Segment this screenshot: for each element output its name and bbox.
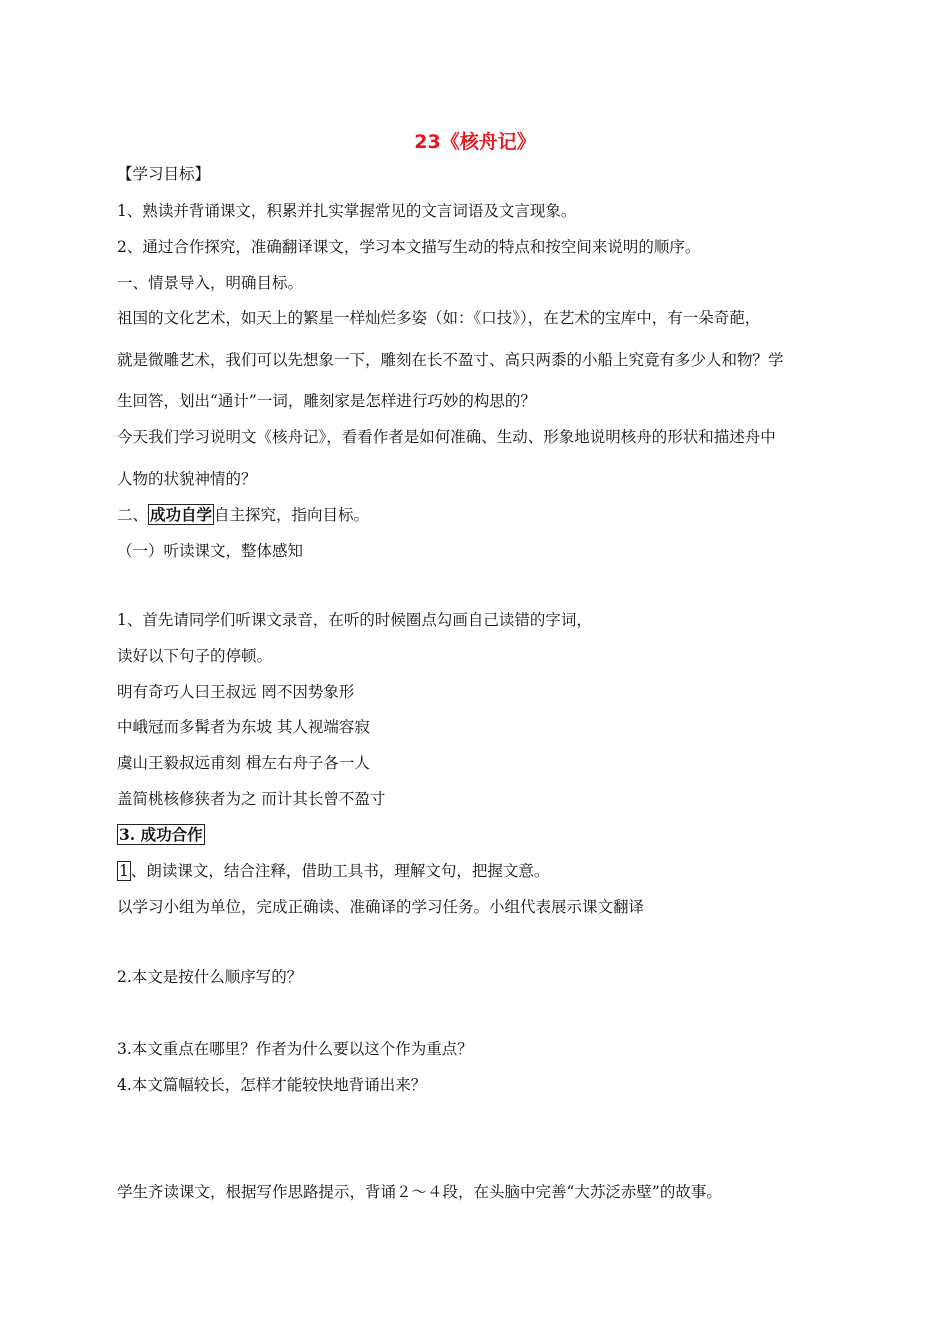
coop-task1-number: 1 [119, 862, 129, 880]
section1-heading: 一、情景导入，明确目标。 [117, 274, 304, 292]
coop-task1-line-1 [117, 861, 549, 881]
task1-line-2: 读好以下句子的停顿。 [117, 647, 273, 665]
section2-boxed-label: 成功自学 [150, 505, 213, 524]
goal-2: 2、通过合作探究，准确翻译课文，学习本文描写生动的特点和按空间来说明的顺序。 [117, 238, 701, 256]
intro-paragraph-line-3: 生回答，划出“通计”一词，雕刻家是怎样进行巧妙的构思的？ [117, 392, 536, 410]
question-4: 4.本文篇幅较长，怎样才能较快地背诵出来？ [117, 1076, 427, 1094]
intro-paragraph-line-1: 祖国的文化艺术，如天上的繁星一样灿烂多姿（如：《口技》），在艺术的宝库中，有一朵奇葩， [117, 309, 761, 327]
section2-suffix: 自主探究，指向目标。 [214, 506, 370, 524]
coop-task1-text: 、朗读课文，结合注释，借助工具书，理解文句，把握文意。 [130, 862, 550, 880]
section3-boxed-label: 3. 成功合作 [119, 825, 203, 844]
section3-heading [117, 825, 205, 845]
subsection1-heading: （一）听读课文，整体感知 [117, 542, 304, 560]
document-title: 23《核舟记》 [414, 131, 536, 153]
intro-paragraph2-line-1: 今天我们学习说明文《核舟记》，看看作者是如何准确、生动、形象地说明核舟的形状和描述舟中 [117, 428, 776, 446]
practice-sentence-2: 中峨冠而多髯者为东坡 其人视端容寂 [117, 718, 370, 736]
practice-sentence-3: 虞山王毅叔远甫刻 楫左右舟子各一人 [117, 754, 370, 772]
section2-heading [117, 505, 369, 525]
task1-line-1: 1、首先请同学们听课文录音，在听的时候圈点勾画自己读错的字词， [117, 611, 592, 629]
practice-sentence-4: 盖简桃核修狭者为之 而计其长曾不盈寸 [117, 790, 386, 808]
intro-paragraph-line-2: 就是微雕艺术，我们可以先想象一下，雕刻在长不盈寸、高只两黍的小船上究竟有多少人和物？学 [117, 351, 784, 369]
closing-instruction: 学生齐读课文，根据写作思路提示，背诵２～４段，在头脑中完善“大苏泛赤壁”的故事。 [117, 1183, 722, 1201]
question-3: 3.本文重点在哪里？作者为什么要以这个作为重点？ [117, 1040, 473, 1058]
question-2: 2.本文是按什么顺序写的？ [117, 968, 303, 986]
practice-sentence-1: 明有奇巧人曰王叔远 罔不因势象形 [117, 683, 355, 701]
coop-task1-line-2: 以学习小组为单位，完成正确读、准确译的学习任务。小组代表展示课文翻译 [117, 898, 645, 916]
section2-prefix: 二、 [117, 506, 149, 524]
goal-1: 1、熟读并背诵课文，积累并扎实掌握常见的文言词语及文言现象。 [117, 202, 577, 220]
intro-paragraph2-line-2: 人物的状貌神情的？ [117, 470, 257, 488]
goals-heading: 【学习目标】 [117, 165, 211, 183]
